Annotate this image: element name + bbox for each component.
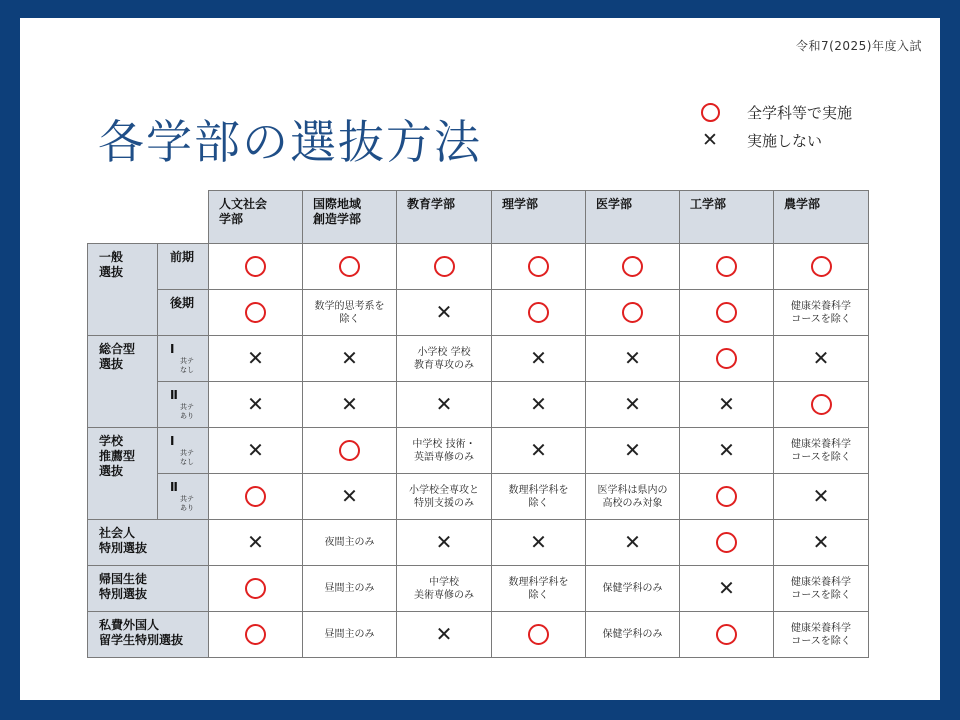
cell-note: 教育専攻のみ xyxy=(414,359,474,371)
table-cell xyxy=(209,336,303,382)
circle-icon xyxy=(339,256,360,277)
table-cell xyxy=(680,566,774,612)
row-category-label: 選抜 xyxy=(99,357,124,371)
column-header xyxy=(209,191,303,244)
column-header xyxy=(492,191,586,244)
row-type-note: 共テ xyxy=(180,357,194,365)
table-cell xyxy=(209,520,303,566)
row-type-numeral: Ⅰ xyxy=(170,434,175,448)
table-cell xyxy=(680,244,774,290)
row-type-note: あり xyxy=(180,504,194,512)
cross-icon: ✕ xyxy=(530,530,547,554)
table-cell xyxy=(492,566,586,612)
table-cell xyxy=(492,612,586,658)
table-cell xyxy=(774,336,869,382)
table-cell xyxy=(586,520,680,566)
table-cell xyxy=(586,474,680,520)
circle-icon xyxy=(716,348,737,369)
cross-icon: ✕ xyxy=(812,484,830,508)
cell-note: 保健学科のみ xyxy=(602,629,663,640)
table-cell xyxy=(680,382,774,428)
table-cell xyxy=(209,290,303,336)
table-cell xyxy=(492,336,586,382)
cross-icon: ✕ xyxy=(247,530,264,554)
table-row xyxy=(88,290,869,336)
table-cell xyxy=(303,244,397,290)
table-cell xyxy=(774,474,869,520)
table-cell xyxy=(397,612,492,658)
row-type-note: 共テ xyxy=(180,495,194,503)
table-cell xyxy=(492,290,586,336)
circle-icon xyxy=(434,256,455,277)
table-cell xyxy=(397,382,492,428)
table-cell xyxy=(680,612,774,658)
exam-year-label: 令和7(2025)年度入試 xyxy=(795,39,922,53)
cross-icon: ✕ xyxy=(247,438,264,462)
table-cell xyxy=(774,428,869,474)
row-type-numeral: Ⅱ xyxy=(170,388,178,402)
cell-note: 健康栄養科学 xyxy=(791,438,851,450)
table-cell xyxy=(586,244,680,290)
table-cell xyxy=(209,244,303,290)
row-type-note: 共テ xyxy=(180,449,194,457)
cross-icon: ✕ xyxy=(530,392,547,416)
table-cell xyxy=(774,612,869,658)
table-cell xyxy=(774,382,869,428)
row-category-label: 総合型 xyxy=(99,342,136,356)
circle-icon xyxy=(245,256,266,277)
table-cell xyxy=(303,612,397,658)
cross-icon: ✕ xyxy=(530,438,547,462)
table-row xyxy=(88,612,869,658)
table-cell xyxy=(209,382,303,428)
cell-note: 健康栄養科学 xyxy=(791,576,851,588)
column-header-label: 工学部 xyxy=(690,197,727,211)
table-cell xyxy=(303,336,397,382)
circle-icon xyxy=(716,624,737,645)
table-cell xyxy=(209,428,303,474)
row-category-label: 帰国生徒 xyxy=(99,572,148,586)
cell-note: 夜間主のみ xyxy=(324,537,375,548)
table-row xyxy=(88,244,869,290)
cross-icon: ✕ xyxy=(341,392,358,416)
table-cell xyxy=(303,382,397,428)
row-subcategory xyxy=(158,290,209,336)
circle-icon xyxy=(528,256,549,277)
cell-note: 除く xyxy=(528,497,549,509)
circle-icon xyxy=(701,103,720,122)
row-category xyxy=(88,336,158,428)
table-cell xyxy=(492,428,586,474)
row-subcategory xyxy=(158,428,209,474)
table-row xyxy=(88,566,869,612)
column-header-label: 国際地域 xyxy=(313,197,362,211)
table-cell xyxy=(774,244,869,290)
table-row xyxy=(88,474,869,520)
cell-note: コースを除く xyxy=(791,313,851,325)
circle-icon xyxy=(716,532,737,553)
corner-cell xyxy=(88,191,209,244)
table-row xyxy=(88,382,869,428)
cell-note: 健康栄養科学 xyxy=(791,300,851,312)
cross-icon: ✕ xyxy=(812,346,830,370)
row-category-label: 特別選抜 xyxy=(99,587,148,601)
table-cell xyxy=(492,520,586,566)
legend-label: 全学科等で実施 xyxy=(747,103,853,122)
table-cell xyxy=(209,474,303,520)
legend-label: 実施しない xyxy=(747,131,823,150)
cell-note: 健康栄養科学 xyxy=(791,622,851,634)
cell-note: コースを除く xyxy=(791,589,851,601)
row-category-label: 留学生特別選抜 xyxy=(99,633,184,647)
cell-note: 中学校 xyxy=(429,576,459,588)
cell-note: 高校のみ対象 xyxy=(602,497,663,509)
cell-note: 昼間主のみ xyxy=(324,629,375,640)
table-cell xyxy=(586,290,680,336)
cell-note: 保健学科のみ xyxy=(602,583,663,594)
row-category xyxy=(88,520,209,566)
cross-icon: ✕ xyxy=(718,576,735,600)
table-cell xyxy=(492,474,586,520)
row-subcategory xyxy=(158,336,209,382)
page-title: 各学部の選抜方法 xyxy=(98,115,482,169)
table-cell xyxy=(680,428,774,474)
table-cell xyxy=(397,566,492,612)
row-category xyxy=(88,612,209,658)
row-category-label: 私費外国人 xyxy=(99,618,160,632)
cell-note: 小学校 学校 xyxy=(417,346,471,358)
row-category xyxy=(88,428,158,520)
table-cell xyxy=(680,474,774,520)
row-type-note: なし xyxy=(180,458,194,466)
cell-note: 医学科は県内の xyxy=(597,484,668,496)
row-subcategory xyxy=(158,474,209,520)
row-category-label: 推薦型 xyxy=(99,449,136,463)
column-header xyxy=(303,191,397,244)
circle-icon xyxy=(528,624,549,645)
table-cell xyxy=(492,382,586,428)
column-header xyxy=(680,191,774,244)
circle-icon xyxy=(811,256,832,277)
table-cell xyxy=(680,520,774,566)
cell-note: コースを除く xyxy=(791,635,851,647)
row-subcategory-label: 後期 xyxy=(170,296,195,310)
cell-note: 数理科学科を xyxy=(508,484,569,496)
column-header-label: 農学部 xyxy=(784,197,821,211)
row-category-label: 選抜 xyxy=(99,265,124,279)
header-row xyxy=(88,191,869,244)
circle-icon xyxy=(622,302,643,323)
cell-note: 昼間主のみ xyxy=(324,583,375,594)
circle-icon xyxy=(622,256,643,277)
cell-note: 特別支援のみ xyxy=(414,497,474,509)
row-subcategory-label: 前期 xyxy=(170,250,195,264)
cross-icon: ✕ xyxy=(624,346,641,370)
table-cell xyxy=(397,428,492,474)
cross-icon: ✕ xyxy=(435,392,453,416)
column-header-label: 理学部 xyxy=(502,197,539,211)
table-cell xyxy=(680,290,774,336)
table-row xyxy=(88,520,869,566)
cell-note: 英語専修のみ xyxy=(414,451,474,463)
column-header-label: 学部 xyxy=(219,212,244,226)
cell-note: 数理科学科を xyxy=(508,576,569,588)
cross-icon: ✕ xyxy=(702,128,718,151)
table-cell xyxy=(680,336,774,382)
table-cell xyxy=(397,244,492,290)
circle-icon xyxy=(339,440,360,461)
circle-icon xyxy=(811,394,832,415)
cell-note: 中学校 技術・ xyxy=(412,438,476,450)
circle-icon xyxy=(528,302,549,323)
cross-icon: ✕ xyxy=(624,392,641,416)
cell-note: コースを除く xyxy=(791,451,851,463)
cross-icon: ✕ xyxy=(247,346,264,370)
row-subcategory xyxy=(158,244,209,290)
circle-icon xyxy=(245,486,266,507)
table-cell xyxy=(774,290,869,336)
column-header-label: 教育学部 xyxy=(407,197,456,211)
table-cell xyxy=(586,382,680,428)
circle-icon xyxy=(245,624,266,645)
cross-icon: ✕ xyxy=(530,346,547,370)
cross-icon: ✕ xyxy=(435,622,453,646)
cross-icon: ✕ xyxy=(435,530,453,554)
column-header xyxy=(774,191,869,244)
cell-note: 美術専修のみ xyxy=(414,589,474,601)
table-row xyxy=(88,428,869,474)
row-category xyxy=(88,244,158,336)
cross-icon: ✕ xyxy=(247,392,264,416)
row-type-note: なし xyxy=(180,366,194,374)
table-cell xyxy=(586,428,680,474)
circle-icon xyxy=(716,256,737,277)
circle-icon xyxy=(245,302,266,323)
row-category-label: 社会人 xyxy=(99,526,136,540)
table-cell xyxy=(586,566,680,612)
circle-icon xyxy=(245,578,266,599)
column-header xyxy=(586,191,680,244)
row-type-note: あり xyxy=(180,412,194,420)
legend-item-circle xyxy=(698,98,852,126)
row-type-numeral: Ⅱ xyxy=(170,480,178,494)
row-category-label: 特別選抜 xyxy=(99,541,148,555)
table-cell xyxy=(397,336,492,382)
table-cell xyxy=(586,612,680,658)
cross-icon: ✕ xyxy=(624,530,641,554)
circle-icon xyxy=(716,486,737,507)
selection-method-table xyxy=(87,190,869,658)
row-category-label: 学校 xyxy=(99,434,124,448)
table-cell xyxy=(774,566,869,612)
table-cell xyxy=(303,428,397,474)
cross-icon: ✕ xyxy=(435,300,453,324)
row-subcategory xyxy=(158,382,209,428)
cross-icon: ✕ xyxy=(341,484,358,508)
legend-item-cross xyxy=(698,126,852,154)
cross-icon: ✕ xyxy=(718,392,735,416)
column-header-label: 創造学部 xyxy=(313,212,362,226)
cross-icon: ✕ xyxy=(341,346,358,370)
row-type-note: 共テ xyxy=(180,403,194,411)
cross-icon: ✕ xyxy=(718,438,735,462)
table-cell xyxy=(303,474,397,520)
column-header-label: 人文社会 xyxy=(219,197,268,211)
cross-icon: ✕ xyxy=(812,530,830,554)
row-category-label: 一般 xyxy=(99,250,124,264)
table-cell xyxy=(303,290,397,336)
cross-icon: ✕ xyxy=(624,438,641,462)
row-type-numeral: Ⅰ xyxy=(170,342,175,356)
row-category-label: 選抜 xyxy=(99,464,124,478)
table-cell xyxy=(397,290,492,336)
cell-note: 除く xyxy=(339,313,360,325)
table-row xyxy=(88,336,869,382)
legend xyxy=(698,98,852,154)
table-cell xyxy=(397,520,492,566)
table-cell xyxy=(774,520,869,566)
table-cell xyxy=(397,474,492,520)
table-cell xyxy=(303,566,397,612)
cell-note: 除く xyxy=(528,589,549,601)
cell-note: 数学的思考系を xyxy=(314,300,385,312)
column-header-label: 医学部 xyxy=(596,197,633,211)
circle-icon xyxy=(716,302,737,323)
row-category xyxy=(88,566,209,612)
column-header xyxy=(397,191,492,244)
table-cell xyxy=(209,612,303,658)
table-cell xyxy=(492,244,586,290)
slide xyxy=(20,18,940,700)
table-cell xyxy=(209,566,303,612)
table-cell xyxy=(586,336,680,382)
table-cell xyxy=(303,520,397,566)
cell-note: 小学校全専攻と xyxy=(409,484,479,496)
